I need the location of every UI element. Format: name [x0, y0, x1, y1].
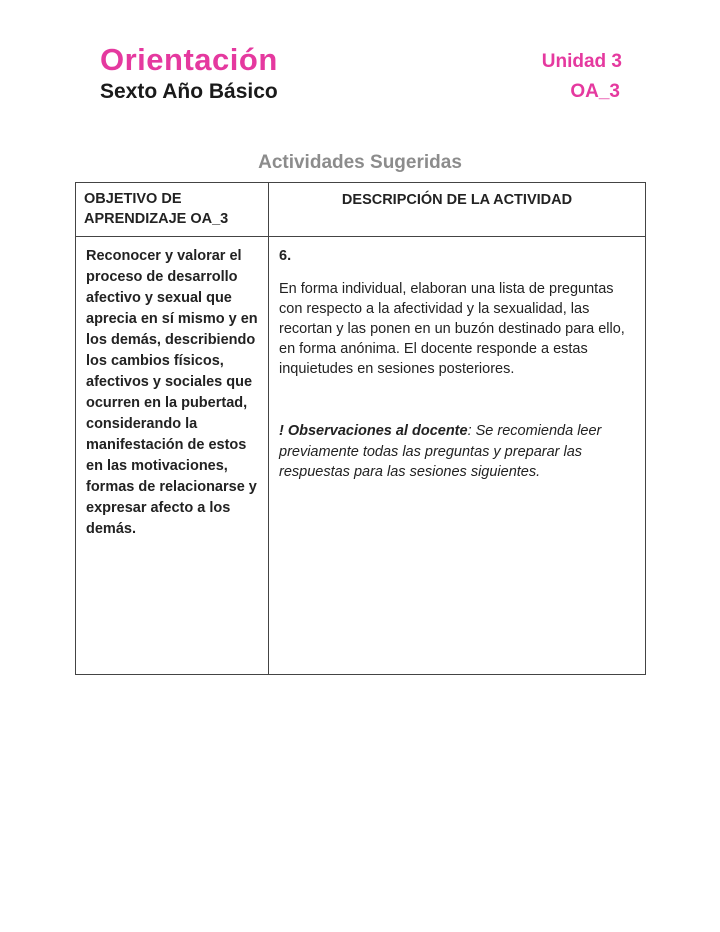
table-body-row [76, 237, 646, 675]
header-left [100, 42, 278, 104]
unit-label: Unidad 3 [541, 51, 622, 72]
description-cell [269, 237, 646, 675]
grade-title: Sexto Año Básico [100, 79, 278, 103]
document-header [0, 0, 720, 104]
teacher-note-label: ! Observaciones al docente [279, 423, 468, 440]
teacher-note-text: : Se recomienda leer previamente todas las preguntas y preparar las respuestas para las sesiones siguientes. [279, 423, 602, 481]
teacher-note [279, 421, 635, 483]
activity-text: En forma individual, elaboran una lista de preguntas con respecto a la afectividad y la sexualidad, las recortan y las ponen en un buzón destinado para ello, en forma anónima. El docente responde a estas inquietudes en sesiones posteriores. [279, 281, 625, 378]
page-title: Actividades Sugeridas [258, 151, 462, 173]
table-header-row [76, 183, 646, 237]
column-header-description: DESCRIPCIÓN DE LA ACTIVIDAD [269, 183, 646, 237]
oa-code-label: OA_3 [570, 80, 620, 102]
header-right [542, 42, 622, 103]
subject-title: Orientación [100, 42, 278, 77]
activity-number: 6. [279, 248, 292, 265]
column-header-objective: OBJETIVO DE APRENDIZAJE OA_3 [76, 183, 269, 237]
activities-table [75, 182, 646, 675]
objective-cell: Reconocer y valorar el proceso de desarrollo afectivo y sexual que aprecia en sí mismo y en los demás, describiendo los cambios físicos, afectivos y sociales que ocurren en la pubertad, considerando la manifestación de estos en las motivaciones, formas de relacionarse y expresar afecto a los demás. [76, 237, 269, 675]
